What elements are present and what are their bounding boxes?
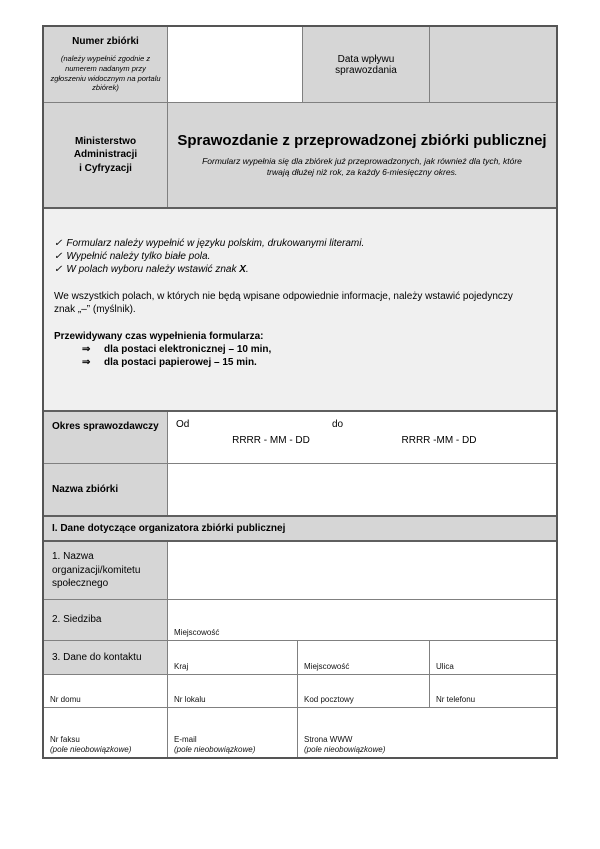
check-icon: ✓	[54, 264, 63, 276]
ministry-line-3: i Cyfryzacji	[79, 162, 132, 174]
instruction-tail: .	[245, 264, 249, 276]
instruction-item	[54, 263, 544, 276]
website-label: Strona WWW	[304, 735, 353, 744]
website-label-block	[304, 735, 385, 755]
instruction-item	[54, 237, 544, 250]
optional-contact-row	[44, 707, 556, 757]
check-icon: ✓	[54, 238, 63, 249]
house-number-label: Nr domu	[50, 695, 81, 704]
period-to-label: do	[332, 419, 344, 430]
instructions-row	[44, 207, 556, 410]
collection-number-note: (należy wypełnić zgodnie z numerem nadanym przy zgłoszeniu widocznym na portalu zbiórek)	[50, 54, 161, 93]
instruction-text: Wypełnić należy tylko białe pola.	[66, 251, 211, 263]
registered-office-row	[44, 599, 556, 640]
fill-time-item	[82, 343, 544, 356]
collection-number-label-cell	[44, 27, 168, 102]
reporting-period-input[interactable]	[168, 412, 556, 463]
office-city-label: Miejscowość	[174, 628, 220, 637]
address-numbers-row	[44, 674, 556, 707]
ministry-cell	[44, 103, 168, 207]
fax-number-label: Nr faksu	[50, 735, 80, 744]
house-number-field[interactable]	[44, 675, 168, 707]
instruction-item	[54, 250, 544, 263]
form-title-cell	[168, 103, 556, 207]
reporting-period-label: Okres sprawozdawczy	[44, 412, 168, 463]
dash-note: We wszystkich polach, w których nie będą wpisane odpowiednie informacje, należy wstawić pojedynczy znak „–” (myślnik).	[54, 290, 513, 315]
phone-number-field[interactable]	[430, 675, 556, 707]
apartment-number-label: Nr lokalu	[174, 695, 206, 704]
apartment-number-field[interactable]	[168, 675, 298, 707]
instruction-text: Formularz należy wypełnić w języku polskim, drukowanymi literami.	[66, 238, 365, 249]
fax-number-field[interactable]	[44, 708, 168, 757]
street-label: Ulica	[436, 662, 454, 671]
period-from-format: RRRR - MM - DD	[232, 435, 310, 446]
ministry-line-1: Ministerstwo	[74, 135, 137, 147]
fax-optional-note: (pole nieobowiązkowe)	[50, 745, 132, 754]
collection-number-label: Numer zbiórki	[72, 36, 139, 47]
receipt-date-label: Data wpływu sprawozdania	[335, 53, 397, 76]
arrow-icon: ⇒	[82, 357, 91, 369]
website-optional-note: (pole nieobowiązkowe)	[304, 745, 386, 754]
organization-name-label: 1. Nazwa organizacji/komitetu społecznego	[44, 542, 168, 599]
fill-time-item	[82, 356, 544, 369]
title-row	[44, 102, 556, 207]
contact-details-row	[44, 640, 556, 674]
period-to-format: RRRR -MM - DD	[401, 435, 477, 446]
receipt-date-office-cell	[430, 27, 556, 102]
section1-heading: I. Dane dotyczące organizatora zbiórki publicznej	[44, 517, 556, 540]
postal-code-field[interactable]	[298, 675, 430, 707]
collection-name-row	[44, 463, 556, 515]
email-label-block	[174, 735, 255, 755]
instruction-bold: X	[239, 264, 246, 276]
organization-name-input[interactable]	[168, 542, 556, 599]
fill-time-heading: Przewidywany czas wypełnienia formularza:	[54, 330, 264, 342]
postal-code-label: Kod pocztowy	[304, 695, 354, 704]
collection-number-input[interactable]	[168, 27, 303, 102]
check-icon: ✓	[54, 251, 63, 263]
street-field[interactable]	[430, 641, 556, 674]
office-city-field[interactable]	[168, 600, 556, 640]
country-label: Kraj	[174, 662, 189, 671]
arrow-icon: ⇒	[82, 344, 91, 356]
country-field[interactable]	[168, 641, 298, 674]
fax-label-block	[50, 735, 131, 755]
receipt-date-label-cell	[303, 27, 430, 102]
phone-number-label: Nr telefonu	[436, 695, 476, 704]
ministry-line-2: Administracji	[73, 149, 138, 161]
fill-time-text: dla postaci elektronicznej – 10 min,	[104, 344, 272, 356]
form-table	[42, 25, 558, 759]
form-subtitle: Formularz wypełnia się dla zbiórek już przeprowadzonych, jak również dla tych, które trwają dłużej niż rok, za każdy 6-miesięczny okres.	[202, 155, 522, 177]
city-label: Miejscowość	[304, 662, 350, 671]
section1-heading-row	[44, 515, 556, 540]
collection-name-label: Nazwa zbiórki	[44, 464, 168, 515]
collection-name-input[interactable]	[168, 464, 556, 515]
website-field[interactable]	[298, 708, 556, 757]
contact-details-label: 3. Dane do kontaktu	[44, 641, 168, 674]
reporting-period-row	[44, 410, 556, 463]
city-field[interactable]	[298, 641, 430, 674]
instruction-text: W polach wyboru należy wstawić znak	[66, 264, 240, 276]
header-row	[44, 27, 556, 102]
registered-office-label: 2. Siedziba	[44, 600, 168, 640]
form-title: Sprawozdanie z przeprowadzonej zbiórki publicznej	[177, 131, 547, 149]
instructions-cell	[44, 209, 556, 410]
email-label: E-mail	[174, 735, 197, 744]
organization-name-row	[44, 540, 556, 599]
email-optional-note: (pole nieobowiązkowe)	[174, 745, 256, 754]
fill-time-text: dla postaci papierowej – 15 min.	[104, 357, 257, 369]
period-from-label: Od	[176, 419, 190, 430]
email-field[interactable]	[168, 708, 298, 757]
